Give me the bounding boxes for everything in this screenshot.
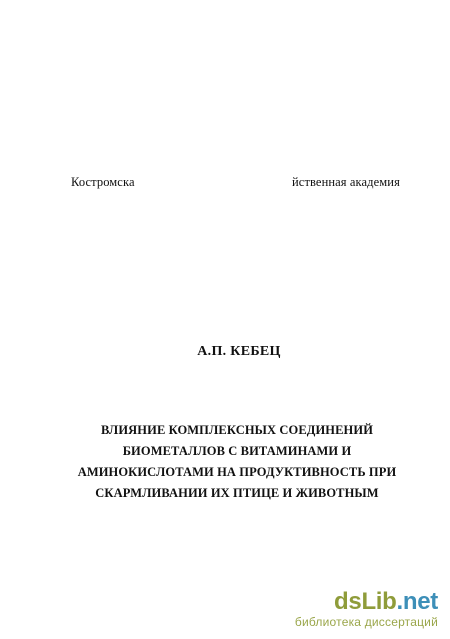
title-line: АМИНОКИСЛОТАМИ НА ПРОДУКТИВНОСТЬ ПРИ [77, 465, 397, 479]
author-name: А.П. КЕБЕЦ [197, 344, 281, 359]
document-title [0, 420, 450, 504]
dslib-logo [295, 589, 438, 615]
dslib-watermark [295, 589, 438, 629]
logo-net: .net [396, 588, 438, 615]
watermark-subtitle: библиотека диссертаций [294, 615, 438, 629]
institution-name-left: Костромска [71, 175, 135, 189]
title-line: СКАРМЛИВАНИИ ИХ ПТИЦЕ И ЖИВОТНЫМ [95, 486, 379, 500]
logo-lib: Lib [361, 588, 397, 615]
title-line: ВЛИЯНИЕ КОМПЛЕКСНЫХ СОЕДИНЕНИЙ [100, 423, 374, 437]
title-line: БИОМЕТАЛЛОВ С ВИТАМИНАМИ И [122, 444, 352, 458]
institution-name-right: йственная академия [292, 175, 400, 189]
logo-ds: ds [334, 588, 362, 615]
